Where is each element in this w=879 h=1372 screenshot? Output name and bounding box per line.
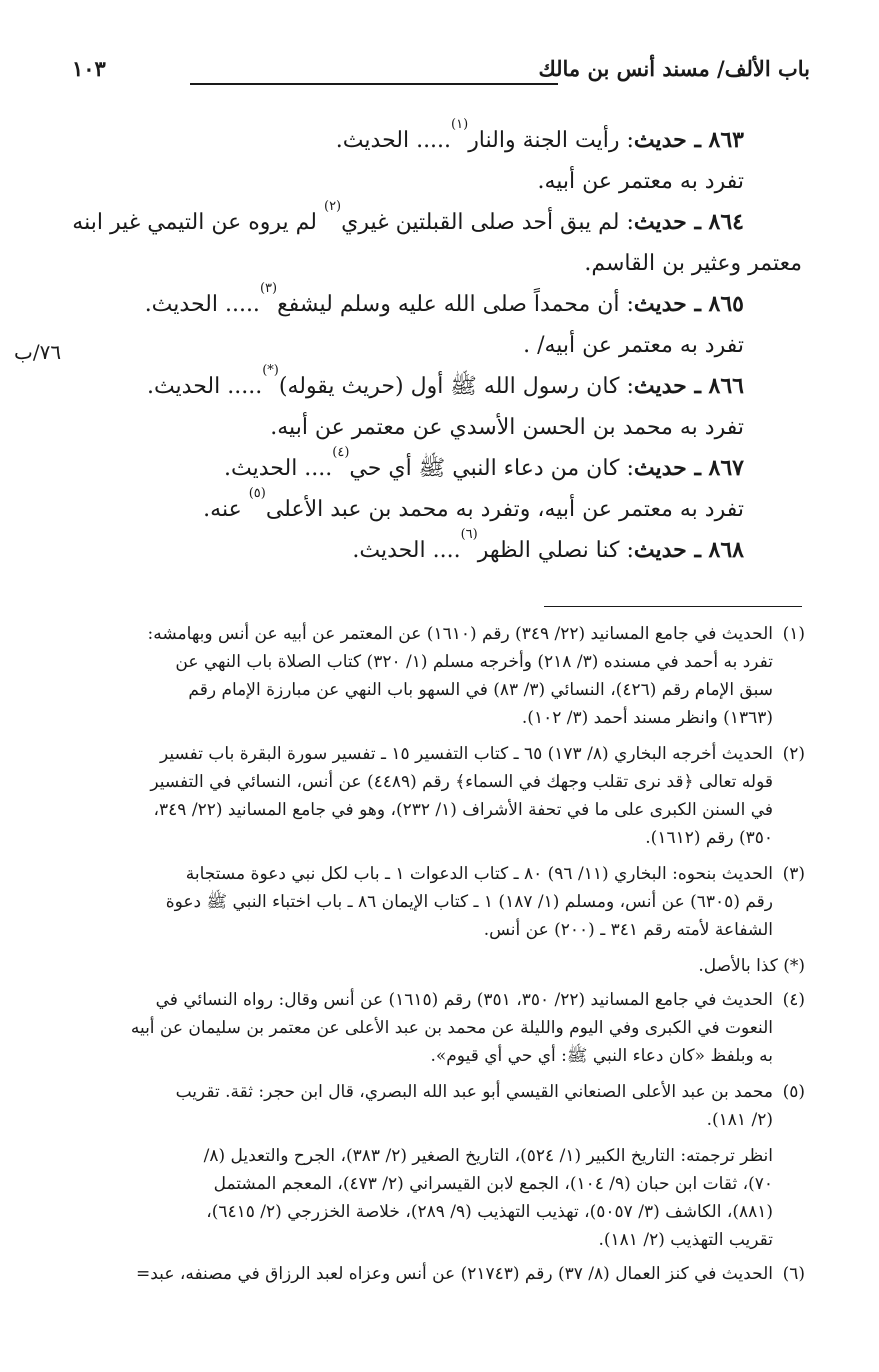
hadith-keyword: ـ حديث xyxy=(633,127,709,153)
footnote-line: سبق الإمام رقم (٤٢٦)، النسائي (٣/ ٨٣) في السهو باب النهي عن مبارزة الإمام رقم xyxy=(188,680,773,700)
footnote-star: (*) كذا بالأصل. xyxy=(698,956,805,976)
hadith-866 xyxy=(40,363,802,407)
hadith-number: ٨٦٥ xyxy=(708,291,744,317)
hadith-note: تفرد به معتمر عن أبيه/ . xyxy=(523,333,744,358)
footnote-2 xyxy=(75,740,805,852)
hadith-keyword: ـ حديث xyxy=(633,537,709,563)
footnote-line: محمد بن عبد الأعلى الصنعاني القيسي أبو عبد الله البصري، قال ابن حجر: ثقة. تقريب xyxy=(175,1082,773,1102)
hadith-text-end: ..... الحديث. xyxy=(335,128,452,153)
hadith-number: ٨٦٣ xyxy=(708,127,744,153)
footnote-ref[interactable]: (٦) xyxy=(460,527,478,542)
footnote-ref[interactable]: (١) xyxy=(451,117,469,132)
page-number: ١٠٣ xyxy=(72,56,106,81)
footnote-line: انظر ترجمته: التاريخ الكبير (١/ ٥٢٤)، التاريخ الصغير (٢/ ٣٨٣)، الجرح والتعديل (٨/ xyxy=(203,1146,773,1166)
footnote-number: (٣) xyxy=(782,864,805,884)
hadith-note: تفرد به معتمر عن أبيه، وتفرد به محمد بن عبد الأعلى$^{(٥)}$ عنه. xyxy=(203,486,744,522)
main-text xyxy=(40,117,802,571)
footnote-line: الحديث في جامع المسانيد (٢٢/ ٣٥٠، ٣٥١) رقم (١٦١٥) عن أنس وقال: رواه النسائي في xyxy=(155,990,773,1010)
footnote-line: ٧٠)، ثقات ابن حبان (٩/ ١٠٤)، الجمع لابن القيسراني (٢/ ٤٧٣)، المعجم المشتمل xyxy=(213,1174,773,1194)
chapter-title: باب الألف/ مسند أنس بن مالك xyxy=(538,56,810,81)
hadith-keyword: ـ حديث xyxy=(633,373,709,399)
running-header xyxy=(72,56,810,90)
hadith-number: ٨٦٨ xyxy=(708,537,744,563)
footnote-line: (١٣٦٣) وانظر مسند أحمد (٣/ ١٠٢). xyxy=(521,708,773,728)
footnote-5-continuation xyxy=(75,1142,805,1254)
manuscript-folio-marker: ٧٦/ب xyxy=(14,340,62,364)
hadith-865 xyxy=(40,281,802,325)
footnote-line: الشفاعة لأمته رقم ٣٤١ ـ (٢٠٠) عن أنس. xyxy=(483,920,773,940)
hadith-text: : كان من دعاء النبي ﷺ أي حي xyxy=(349,456,634,481)
hadith-868 xyxy=(40,527,802,571)
hadith-text: : كان رسول الله ﷺ أول (حريث يقوله) xyxy=(278,374,634,399)
footnote-ref[interactable]: (*) xyxy=(262,363,279,378)
hadith-number: ٨٦٤ xyxy=(708,209,744,235)
footnote-line: الحديث في كنز العمال (٨/ ٣٧) رقم (٢١٧٤٣) عن أنس وعزاه لعبد الرزاق في مصنفه، عبد= xyxy=(136,1264,773,1284)
hadith-keyword: ـ حديث xyxy=(633,455,709,481)
footnotes xyxy=(75,620,805,1296)
footnote-ref[interactable]: (٥) xyxy=(248,486,266,501)
hadith-note: تفرد به محمد بن الحسن الأسدي عن معتمر عن أبيه. xyxy=(270,415,744,440)
hadith-text-end: ..... الحديث. xyxy=(144,292,260,317)
hadith-text-end: ..... الحديث. xyxy=(146,374,263,399)
hadith-867 xyxy=(40,445,802,489)
footnote-line: (٢/ ١٨١). xyxy=(706,1110,773,1130)
hadith-text: : رأيت الجنة والنار xyxy=(468,128,634,153)
footnote-1 xyxy=(75,620,805,732)
footnote-number: (٢) xyxy=(782,744,805,764)
footnote-number: (٦) xyxy=(782,1264,805,1284)
footnote-number: (٤) xyxy=(782,990,805,1010)
hadith-text-end: .... الحديث. xyxy=(224,456,333,481)
hadith-864 xyxy=(40,199,802,243)
footnote-line: تقريب التهذيب (٢/ ١٨١). xyxy=(598,1230,773,1250)
footnote-line: الحديث أخرجه البخاري (٨/ ١٧٣) ٦٥ ـ كتاب التفسير ١٥ ـ تفسير سورة البقرة باب تفسير xyxy=(160,744,773,764)
footnote-line: تفرد به أحمد في مسنده (٣/ ٢١٨) وأخرجه مسلم (١/ ٣٢٠) كتاب الصلاة باب النهي عن xyxy=(175,652,773,672)
footnote-ref[interactable]: (٢) xyxy=(323,199,342,214)
hadith-number: ٨٦٧ xyxy=(708,455,744,481)
hadith-keyword: ـ حديث xyxy=(633,291,709,317)
hadith-text-end: .... الحديث. xyxy=(352,538,461,563)
footnote-line: الحديث بنحوه: البخاري (١١/ ٩٦) ٨٠ ـ كتاب الدعوات ١ ـ باب لكل نبي دعوة مستجابة xyxy=(185,864,773,884)
footnote-line: ٣٥٠) رقم (١٦١٢). xyxy=(645,828,773,848)
footnote-number: (٥) xyxy=(782,1082,805,1102)
footnote-5 xyxy=(75,1078,805,1134)
footnote-separator xyxy=(544,606,802,607)
hadith-text-end: لم يروه عن التيمي غير ابنه xyxy=(72,210,324,235)
hadith-number: ٨٦٦ xyxy=(708,373,744,399)
footnote-line: في السنن الكبرى على ما في تحفة الأشراف (١/ ٢٣٢)، وهو في جامع المسانيد (٢٢/ ٣٤٩، xyxy=(153,800,773,820)
footnote-line: قوله تعالى ﴿قد نرى تقلب وجهك في السماء﴾ رقم (٤٤٨٩) عن أنس، النسائي في التفسير xyxy=(150,772,773,792)
footnote-ref[interactable]: (٤) xyxy=(332,445,350,460)
hadith-863 xyxy=(40,117,802,161)
footnote-line: به وبلفظ «كان دعاء النبي ﷺ: أي حي أي قيوم». xyxy=(430,1046,773,1066)
footnote-number: (١) xyxy=(782,624,805,644)
footnote-6 xyxy=(75,1260,805,1288)
footnote-3 xyxy=(75,860,805,944)
hadith-text: : لم يبق أحد صلى القبلتين غيري xyxy=(341,210,634,235)
footnote-4 xyxy=(75,986,805,1070)
hadith-note: تفرد به معتمر عن أبيه. xyxy=(537,169,744,194)
hadith-continuation: معتمر وعثير بن القاسم. xyxy=(584,251,802,276)
header-rule xyxy=(190,83,558,85)
footnote-line: (٨٨١)، الكاشف (٣/ ٥٠٥٧)، تهذيب التهذيب (٩/ ٢٨٩)، خلاصة الخزرجي (٢/ ٦٤١٥)، xyxy=(206,1202,773,1222)
hadith-keyword: ـ حديث xyxy=(633,209,709,235)
footnote-line: الحديث في جامع المسانيد (٢٢/ ٣٤٩) رقم (١٦١٠) عن المعتمر عن أبيه عن أنس وبهامشه: xyxy=(147,624,773,644)
hadith-text: : كنا نصلي الظهر xyxy=(477,538,634,563)
hadith-text: : أن محمداً صلى الله عليه وسلم ليشفع xyxy=(277,292,634,317)
footnote-line: رقم (٦٣٠٥) عن أنس، ومسلم (١/ ١٨٧) ١ ـ كتاب الإيمان ٨٦ ـ باب اختباء النبي ﷺ دعوة xyxy=(165,892,773,912)
footnote-ref[interactable]: (٣) xyxy=(259,281,278,296)
footnote-line: النعوت في الكبرى وفي اليوم والليلة عن محمد بن عبد الأعلى عن معتمر بن سليمان عن أبيه xyxy=(130,1018,773,1038)
